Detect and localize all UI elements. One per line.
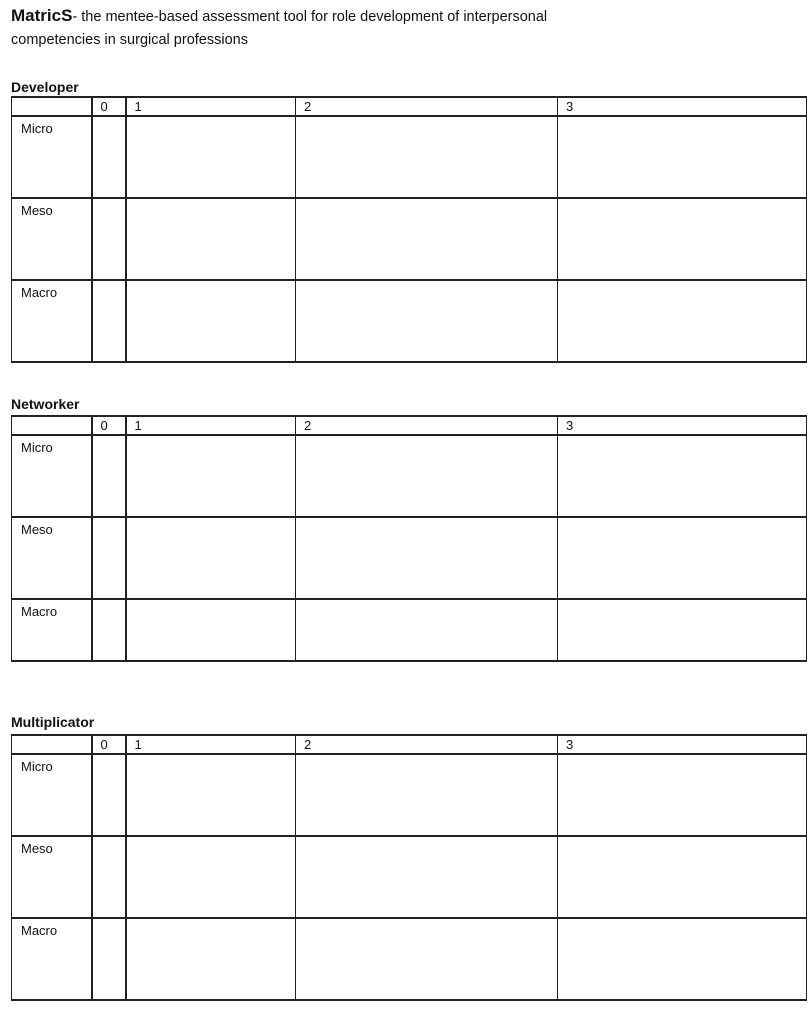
table-row bbox=[12, 599, 807, 661]
assessment-table-developer bbox=[11, 96, 807, 363]
title-line-2: competencies in surgical professions bbox=[11, 32, 248, 48]
score-header-2: 2 bbox=[296, 416, 558, 435]
row-label-macro: Macro bbox=[12, 280, 92, 362]
score-header-0: 0 bbox=[92, 735, 126, 754]
table-row bbox=[12, 918, 807, 1000]
score-cell-0[interactable] bbox=[92, 754, 126, 836]
score-cell-3[interactable] bbox=[558, 280, 807, 362]
title-line-1 bbox=[11, 4, 801, 29]
score-cell-3[interactable] bbox=[558, 599, 807, 661]
section-label-developer: Developer bbox=[11, 79, 79, 95]
table-row bbox=[12, 836, 807, 918]
score-cell-1[interactable] bbox=[126, 599, 296, 661]
section-label-networker: Networker bbox=[11, 396, 80, 412]
assessment-table-networker bbox=[11, 415, 807, 662]
score-header-1: 1 bbox=[126, 416, 296, 435]
row-label-micro: Micro bbox=[12, 754, 92, 836]
score-header-0: 0 bbox=[92, 416, 126, 435]
score-header-1: 1 bbox=[126, 97, 296, 116]
score-cell-0[interactable] bbox=[92, 116, 126, 198]
score-cell-1[interactable] bbox=[126, 280, 296, 362]
row-label-macro: Macro bbox=[12, 599, 92, 661]
table-row bbox=[12, 754, 807, 836]
table-header-row bbox=[12, 416, 807, 435]
score-header-3: 3 bbox=[558, 735, 807, 754]
row-label-macro: Macro bbox=[12, 918, 92, 1000]
score-cell-1[interactable] bbox=[126, 918, 296, 1000]
score-cell-2[interactable] bbox=[296, 918, 558, 1000]
score-cell-0[interactable] bbox=[92, 280, 126, 362]
score-cell-1[interactable] bbox=[126, 754, 296, 836]
score-cell-2[interactable] bbox=[296, 836, 558, 918]
score-cell-0[interactable] bbox=[92, 599, 126, 661]
score-header-2: 2 bbox=[296, 735, 558, 754]
header-corner-cell bbox=[12, 97, 92, 116]
score-header-3: 3 bbox=[558, 416, 807, 435]
score-cell-3[interactable] bbox=[558, 116, 807, 198]
document-title bbox=[11, 4, 801, 52]
table-row bbox=[12, 517, 807, 599]
table-row bbox=[12, 198, 807, 280]
table-row bbox=[12, 280, 807, 362]
score-cell-3[interactable] bbox=[558, 836, 807, 918]
brand-name: MatricS bbox=[11, 6, 73, 25]
score-cell-0[interactable] bbox=[92, 198, 126, 280]
score-cell-3[interactable] bbox=[558, 198, 807, 280]
table-header-row bbox=[12, 97, 807, 116]
row-label-meso: Meso bbox=[12, 517, 92, 599]
score-cell-0[interactable] bbox=[92, 517, 126, 599]
score-header-3: 3 bbox=[558, 97, 807, 116]
score-cell-2[interactable] bbox=[296, 435, 558, 517]
score-cell-3[interactable] bbox=[558, 754, 807, 836]
score-cell-1[interactable] bbox=[126, 116, 296, 198]
score-cell-2[interactable] bbox=[296, 754, 558, 836]
table-row bbox=[12, 435, 807, 517]
score-cell-2[interactable] bbox=[296, 517, 558, 599]
score-header-0: 0 bbox=[92, 97, 126, 116]
header-corner-cell bbox=[12, 416, 92, 435]
score-cell-1[interactable] bbox=[126, 836, 296, 918]
header-corner-cell bbox=[12, 735, 92, 754]
table-header-row bbox=[12, 735, 807, 754]
score-cell-2[interactable] bbox=[296, 198, 558, 280]
score-header-1: 1 bbox=[126, 735, 296, 754]
section-label-multiplicator: Multiplicator bbox=[11, 714, 95, 730]
score-cell-0[interactable] bbox=[92, 836, 126, 918]
score-cell-0[interactable] bbox=[92, 918, 126, 1000]
row-label-meso: Meso bbox=[12, 836, 92, 918]
score-cell-3[interactable] bbox=[558, 918, 807, 1000]
score-cell-1[interactable] bbox=[126, 435, 296, 517]
score-cell-0[interactable] bbox=[92, 435, 126, 517]
score-header-2: 2 bbox=[296, 97, 558, 116]
title-line-1-rest: - the mentee-based assessment tool for role development of interpersonal bbox=[72, 9, 548, 25]
score-cell-1[interactable] bbox=[126, 517, 296, 599]
score-cell-3[interactable] bbox=[558, 435, 807, 517]
score-cell-3[interactable] bbox=[558, 517, 807, 599]
score-cell-2[interactable] bbox=[296, 116, 558, 198]
assessment-table-multiplicator bbox=[11, 734, 807, 1001]
score-cell-2[interactable] bbox=[296, 599, 558, 661]
row-label-micro: Micro bbox=[12, 435, 92, 517]
row-label-micro: Micro bbox=[12, 116, 92, 198]
score-cell-1[interactable] bbox=[126, 198, 296, 280]
table-row bbox=[12, 116, 807, 198]
row-label-meso: Meso bbox=[12, 198, 92, 280]
score-cell-2[interactable] bbox=[296, 280, 558, 362]
